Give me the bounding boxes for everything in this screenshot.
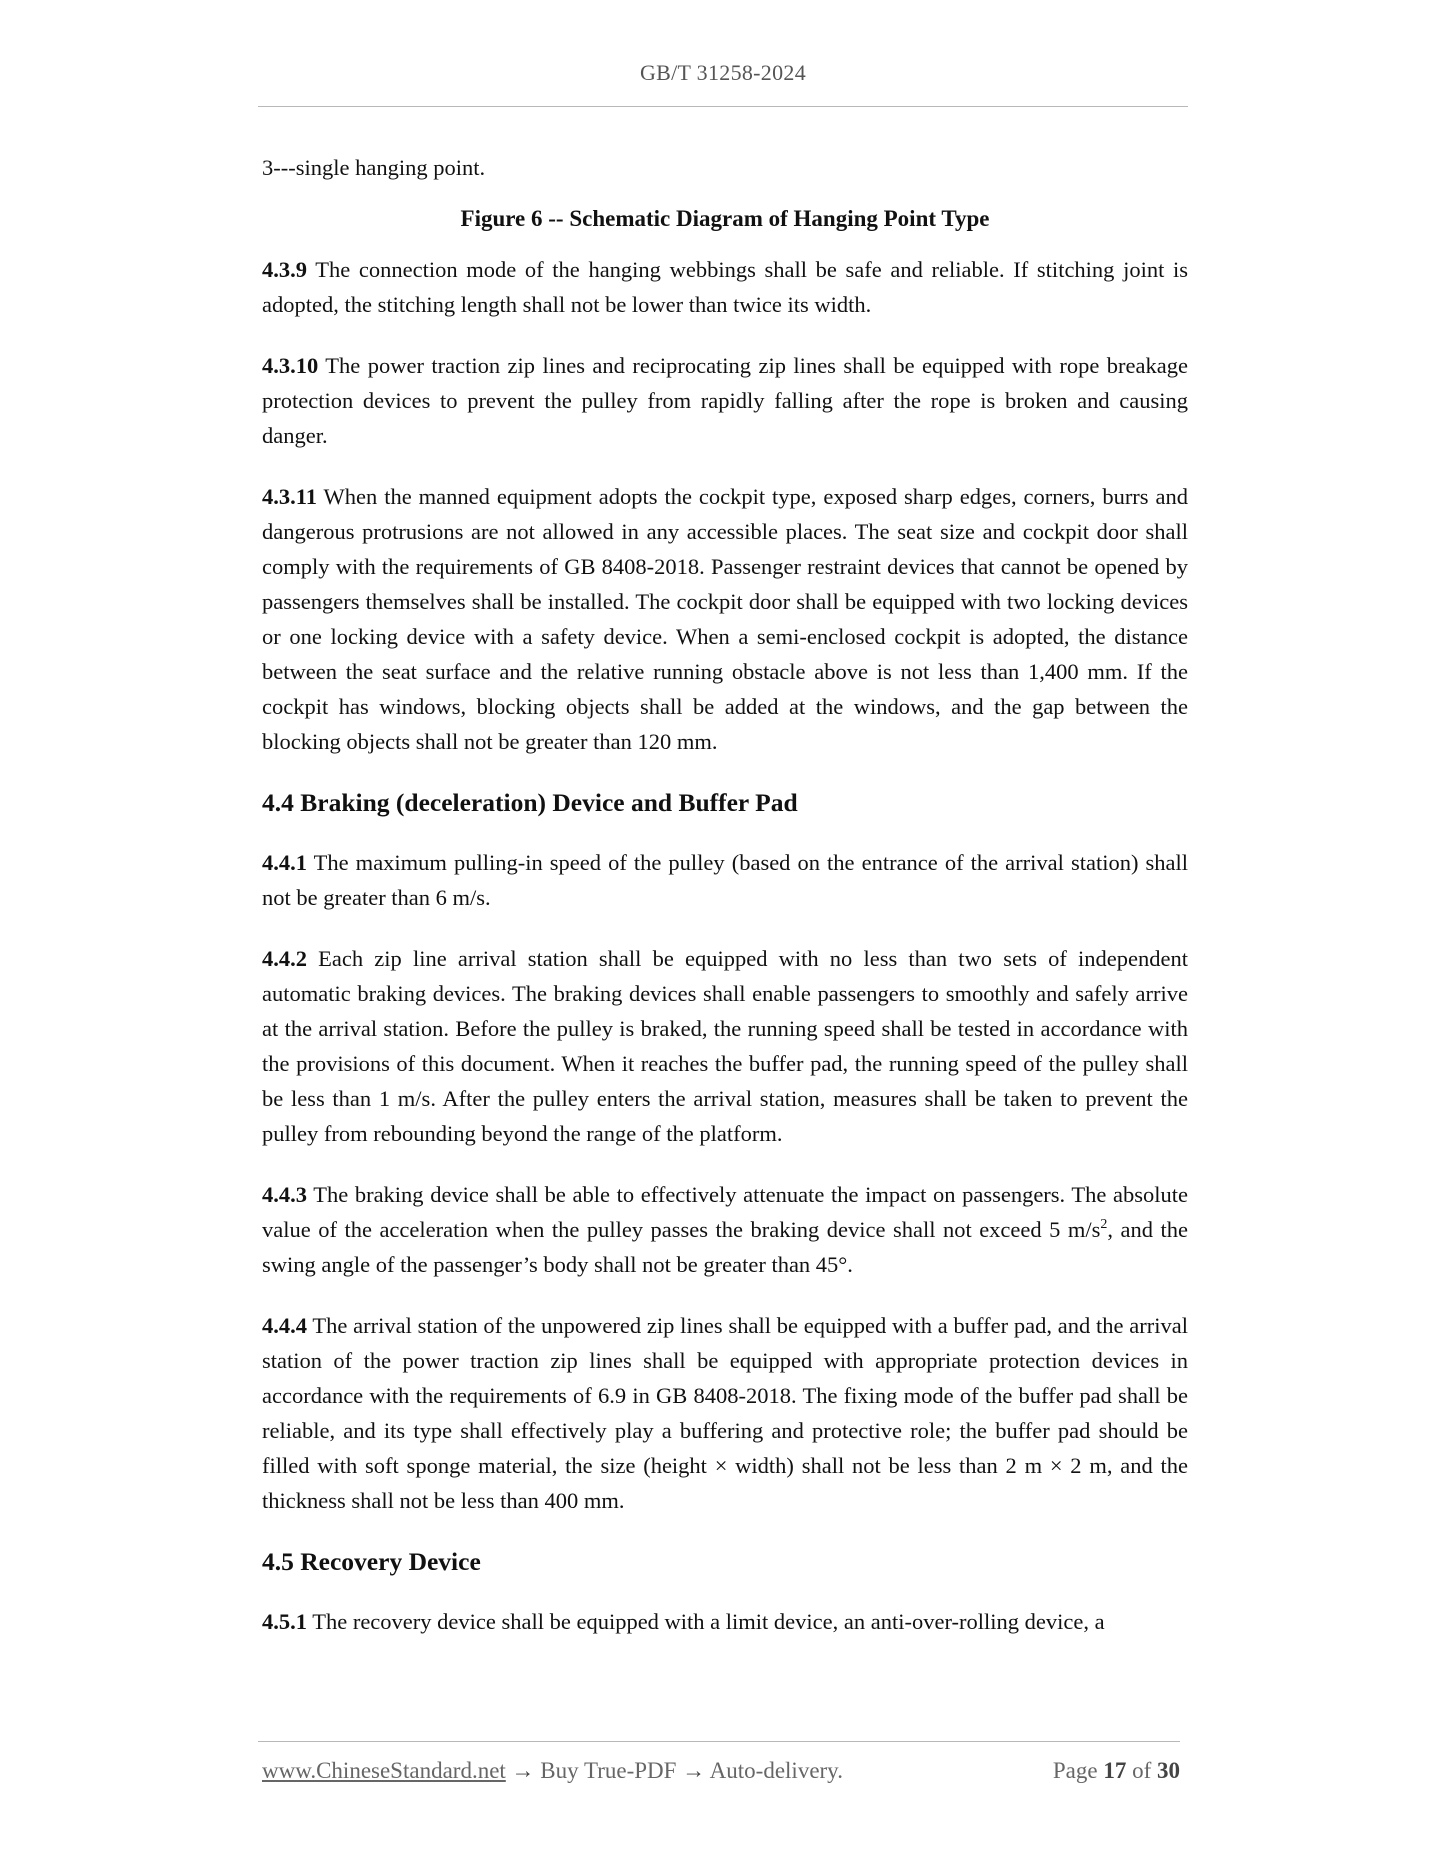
clause-4-4-2	[262, 941, 1188, 1151]
of-label: of	[1132, 1758, 1152, 1783]
clause-4-3-10	[262, 348, 1188, 453]
page-label: Page	[1052, 1758, 1098, 1783]
document-body	[262, 150, 1188, 1665]
arrow-right-icon: →	[682, 1758, 706, 1783]
arrow-right-icon: →	[511, 1758, 535, 1783]
footer-divider	[258, 1741, 1180, 1742]
delivery-text: Auto-delivery.	[705, 1758, 843, 1783]
clause-4-5-1	[262, 1604, 1188, 1639]
header-divider	[258, 106, 1188, 107]
page-header: GB/T 31258-2024	[639, 60, 807, 85]
clause-4-3-9	[262, 252, 1188, 322]
page-footer	[262, 1758, 1180, 1784]
clause-text-continued: , and the swing angle of the passenger’s body shall not be greater than 45°.	[262, 1217, 1188, 1277]
page-indicator	[1053, 1758, 1180, 1784]
page-total: 30	[1157, 1758, 1180, 1783]
clause-text: The power traction zip lines and reciprocating zip lines shall be equipped with rope breakage protection devices to prevent the pulley from rapidly falling after the rope is broken and causing danger.	[262, 353, 1188, 448]
website-link[interactable]: www.ChineseStandard.net	[262, 1758, 506, 1783]
clause-text: The connection mode of the hanging webbings shall be safe and reliable. If stitching joint is adopted, the stitching length shall not be lower than twice its width.	[262, 257, 1188, 317]
clause-text: Each zip line arrival station shall be equipped with no less than two sets of independent automatic braking devices. The braking devices shall enable passengers to smoothly and safely arrive at the arrival station. Before the pulley is braked, the running speed shall be tested in accordance with the provisions of this document. When it reaches the buffer pad, the running speed of the pulley shall be less than 1 m/s. After the pulley enters the arrival station, measures shall be taken to prevent the pulley from rebounding beyond the range of the platform.	[262, 946, 1188, 1146]
clause-text: The arrival station of the unpowered zip lines shall be equipped with a buffer pad, and the arrival station of the power traction zip lines shall be equipped with appropriate protection devices in accordance with the requirements of 6.9 in GB 8408-2018. The fixing mode of the buffer pad shall be reliable, and its type shall effectively play a buffering and protective role; the buffer pad should be filled with soft sponge material, the size (height × width) shall not be less than 2 m × 2 m, and the thickness shall not be less than 400 mm.	[262, 1313, 1188, 1513]
clause-number: 4.5.1	[262, 1609, 307, 1634]
section-heading-4-5: 4.5 Recovery Device	[262, 1547, 481, 1576]
figure-caption: Figure 6 -- Schematic Diagram of Hanging Point Type	[460, 206, 990, 231]
clause-4-4-4	[262, 1308, 1188, 1518]
clause-number: 4.4.1	[262, 850, 307, 875]
clause-number: 4.3.10	[262, 353, 319, 378]
page-number: 17	[1103, 1758, 1127, 1783]
clause-4-3-11	[262, 479, 1188, 759]
clause-number: 4.3.9	[262, 257, 307, 282]
clause-number: 4.4.2	[262, 946, 307, 971]
figure-note: 3---single hanging point.	[262, 155, 486, 180]
buy-text: Buy True-PDF	[534, 1758, 683, 1783]
clause-4-4-3	[262, 1177, 1188, 1282]
clause-text: The braking device shall be able to effectively attenuate the impact on passengers. The absolute value of the acceleration when the pulley passes the braking device shall not exceed 5 m/s	[262, 1182, 1188, 1242]
clause-4-4-1	[262, 845, 1188, 915]
clause-text: The maximum pulling-in speed of the pulley (based on the entrance of the arrival station) shall not be greater than 6 m/s.	[262, 850, 1188, 910]
clause-text: The recovery device shall be equipped with a limit device, an anti-over-rolling device, a	[307, 1609, 1105, 1634]
clause-number: 4.3.11	[262, 484, 318, 509]
section-heading-4-4: 4.4 Braking (deceleration) Device and Buffer Pad	[262, 788, 798, 817]
superscript: 2	[1100, 1217, 1108, 1232]
clause-number: 4.4.3	[262, 1182, 307, 1207]
clause-number: 4.4.4	[262, 1313, 307, 1338]
clause-text: When the manned equipment adopts the cockpit type, exposed sharp edges, corners, burrs and dangerous protrusions are not allowed in any accessible places. The seat size and cockpit door shall comply with the requirements of GB 8408-2018. Passenger restraint devices that cannot be opened by passengers themselves shall be installed. The cockpit door shall be equipped with two locking devices or one locking device with a safety device. When a semi-enclosed cockpit is adopted, the distance between the seat surface and the relative running obstacle above is not less than 1,400 mm. If the cockpit has windows, blocking objects shall be added at the windows, and the gap between the blocking objects shall not be greater than 120 mm.	[262, 484, 1188, 754]
